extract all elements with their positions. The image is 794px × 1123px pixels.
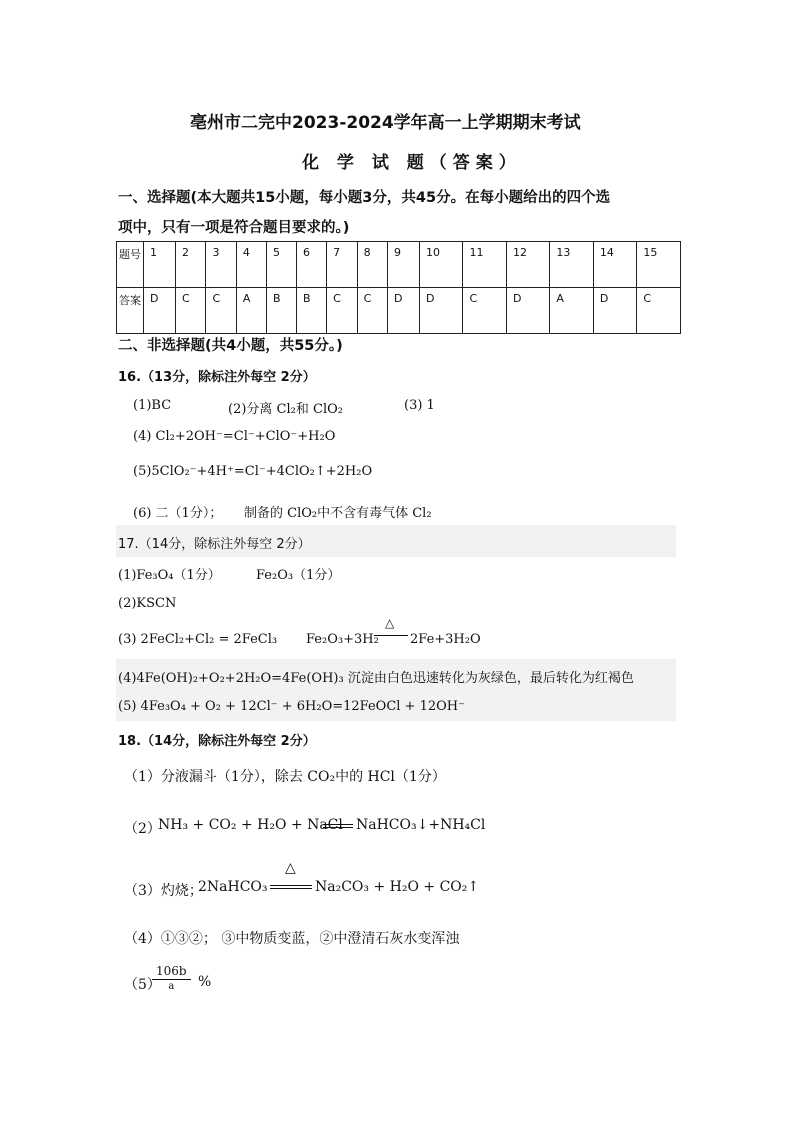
q17-heading: 17.（14分，除标注外每空 2分） [118, 537, 311, 552]
q18-answer-3-reactants: 2NaHCO₃ [198, 879, 268, 895]
answer-cell: C [357, 288, 387, 334]
fraction-numerator: 106b [152, 964, 191, 980]
q18-answer-2-label: （2） [124, 821, 161, 837]
answer-cell: B [297, 288, 327, 334]
q18-answer-5-label: （5） [124, 977, 161, 993]
q17-answer-3-reactants: Fe₂O₃+3H₂ [306, 632, 379, 647]
question-number: 10 [420, 242, 463, 288]
q16-heading: 16.（13分，除标注外每空 2分） [118, 370, 316, 385]
question-number: 2 [176, 242, 206, 288]
answer-cell: C [637, 288, 681, 334]
q17-answer-1-left: (1)Fe₃O₄（1分） [118, 568, 221, 583]
question-number: 15 [637, 242, 681, 288]
answer-table-answer-row [117, 288, 681, 334]
question-number: 8 [357, 242, 387, 288]
q16-answer-3: (3) 1 [404, 398, 435, 413]
question-number: 11 [463, 242, 506, 288]
answer-cell: C [206, 288, 236, 334]
answer-cell: C [463, 288, 506, 334]
answer-cell: C [327, 288, 357, 334]
q18-equation-equals [323, 824, 353, 828]
answer-cell: B [266, 288, 296, 334]
page-subtitle: 化 学 试 题（答案） [302, 153, 522, 173]
answer-table-number-row [117, 242, 681, 288]
q17-answer-2: (2)KSCN [118, 596, 177, 611]
question-number: 3 [206, 242, 236, 288]
q17-reaction-line [374, 635, 408, 636]
question-number: 4 [236, 242, 266, 288]
question-number: 12 [506, 242, 549, 288]
question-number: 7 [327, 242, 357, 288]
q18-answer-5-fraction [152, 964, 191, 992]
q16-answer-5: (5)5ClO₂⁻+4H⁺=Cl⁻+4ClO₂↑+2H₂O [133, 464, 373, 479]
q16-answer-1: (1)BC [133, 398, 172, 413]
q18-answer-5-unit: % [198, 974, 212, 990]
section1-heading-line1: 一、选择题(本大题共15小题，每小题3分，共45分。在每小题给出的四个选 [118, 190, 611, 206]
q18-answer-2-reactants: NH₃ + CO₂ + H₂O + NaCl [158, 817, 343, 833]
q17-answer-1-right: Fe₂O₃（1分） [256, 568, 341, 583]
q18-equation-equals-heat [270, 885, 312, 889]
q17-answer-4: (4)4Fe(OH)₂+O₂+2H₂O=4Fe(OH)₃ 沉淀由白色迅速转化为灰绿色，最后转化为红褐色 [118, 671, 634, 686]
answer-table [116, 241, 681, 334]
question-number: 14 [593, 242, 636, 288]
question-number: 1 [144, 242, 176, 288]
q17-answer-3-products: 2Fe+3H₂O [410, 632, 481, 647]
question-number: 13 [550, 242, 593, 288]
q17-heat-condition: △ [385, 616, 395, 630]
q18-heat-condition: △ [285, 860, 296, 876]
answer-cell: D [387, 288, 419, 334]
answer-cell: D [144, 288, 176, 334]
q18-heading: 18.（14分，除标注外每空 2分） [118, 734, 316, 749]
q18-answer-4: （4）①③②； ③中物质变蓝，②中澄清石灰水变浑浊 [124, 931, 460, 947]
question-number: 6 [297, 242, 327, 288]
row-label-number: 题号 [117, 242, 144, 288]
q16-answer-4: (4) Cl₂+2OH⁻=Cl⁻+ClO⁻+H₂O [133, 429, 336, 444]
question-number: 9 [387, 242, 419, 288]
q16-answer-2: (2)分离 Cl₂和 ClO₂ [228, 402, 343, 417]
answer-cell: A [236, 288, 266, 334]
question-number: 5 [266, 242, 296, 288]
section1-heading-line2: 项中，只有一项是符合题目要求的。) [118, 220, 350, 236]
q17-answer-5: (5) 4Fe₃O₄ + O₂ + 12Cl⁻ + 6H₂O=12FeOCl + 12OH⁻ [118, 699, 465, 714]
answer-cell: A [550, 288, 593, 334]
q18-answer-3-label: （3）灼烧； [124, 883, 203, 899]
q18-answer-3-products: Na₂CO₃ + H₂O + CO₂↑ [315, 879, 480, 895]
q18-answer-2-products: NaHCO₃↓+NH₄Cl [356, 817, 486, 833]
q16-answer-6-part2: 制备的 ClO₂中不含有毒气体 Cl₂ [244, 506, 432, 521]
row-label-answer: 答案 [117, 288, 144, 334]
q17-answer-3-left: (3) 2FeCl₂+Cl₂ = 2FeCl₃ [118, 632, 278, 647]
fraction-denominator: a [168, 981, 175, 992]
q18-answer-1: （1）分液漏斗（1分），除去 CO₂中的 HCl（1分） [124, 769, 446, 785]
answer-cell: D [506, 288, 549, 334]
answer-cell: D [593, 288, 636, 334]
answer-cell: D [420, 288, 463, 334]
answer-cell: C [176, 288, 206, 334]
page-title: 亳州市二完中2023-2024学年高一上学期期末考试 [190, 113, 581, 133]
q16-answer-6-part1: (6) 二（1分）； [133, 506, 223, 521]
section2-heading: 二、非选择题(共4小题，共55分。) [118, 338, 343, 354]
